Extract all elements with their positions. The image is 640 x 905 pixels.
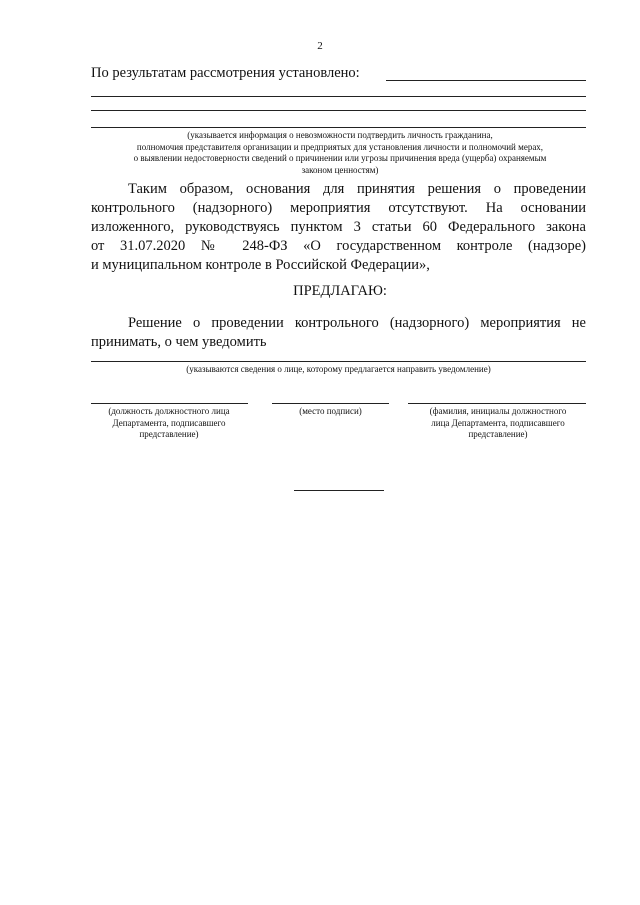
proposal-line: Решение о проведении контрольного (надзорного) мероприятия не xyxy=(128,315,586,331)
findings-fill-line xyxy=(91,127,586,128)
caption-line: законом ценностям) xyxy=(301,164,379,175)
findings-lead: По результатам рассмотрения установлено: xyxy=(91,65,360,81)
caption-line: (указывается информация о невозможности подтвердить личность гражданина, xyxy=(187,130,493,140)
name-caption xyxy=(400,406,596,441)
findings-fill-line xyxy=(91,110,586,111)
caption-line: представление) xyxy=(139,429,199,439)
proposal-line: принимать, о чем уведомить xyxy=(91,334,267,350)
findings-fill-line xyxy=(386,80,586,81)
caption-line: Департамента, подписавшего xyxy=(112,417,226,428)
caption-line: представление) xyxy=(468,429,528,439)
section-heading: ПРЕДЛАГАЮ: xyxy=(293,283,387,299)
position-line xyxy=(91,403,248,404)
caption-line: о выявлении недостоверности сведений о причинении или угрозы причинения вреда (ущерба) охраняемым xyxy=(133,153,547,163)
conclusion-line: Таким образом, основания для принятия решения о проведении xyxy=(128,181,586,197)
name-line xyxy=(408,403,586,404)
conclusion-line: от 31.07.2020 № 248-ФЗ «О государственном контроле (надзоре) xyxy=(91,238,586,254)
conclusion-line: и муниципальном контроле в Российской Федерации», xyxy=(91,257,430,273)
end-separator xyxy=(294,490,384,491)
page-number: 2 xyxy=(317,40,323,52)
findings-caption xyxy=(80,130,600,176)
notify-fill-line xyxy=(91,361,586,362)
caption-line: (фамилия, инициалы должностного xyxy=(429,406,567,416)
notify-caption: (указываются сведения о лице, которому предлагается направить уведомление) xyxy=(186,364,491,374)
findings-fill-line xyxy=(91,96,586,97)
signature-caption: (место подписи) xyxy=(299,406,362,416)
signature-line xyxy=(272,403,389,404)
caption-line: (должность должностного лица xyxy=(108,406,230,416)
conclusion-line: контрольного (надзорного) мероприятия отсутствуют. На основании xyxy=(91,200,586,216)
caption-line: полномочия представителя организации и предприятых для установления личности и полномочий мерах, xyxy=(136,141,544,152)
conclusion-line: изложенного, руководствуясь пунктом 3 статьи 60 Федерального закона xyxy=(91,219,586,235)
caption-line: лица Департамента, подписавшего xyxy=(431,417,565,428)
position-caption xyxy=(80,406,258,441)
